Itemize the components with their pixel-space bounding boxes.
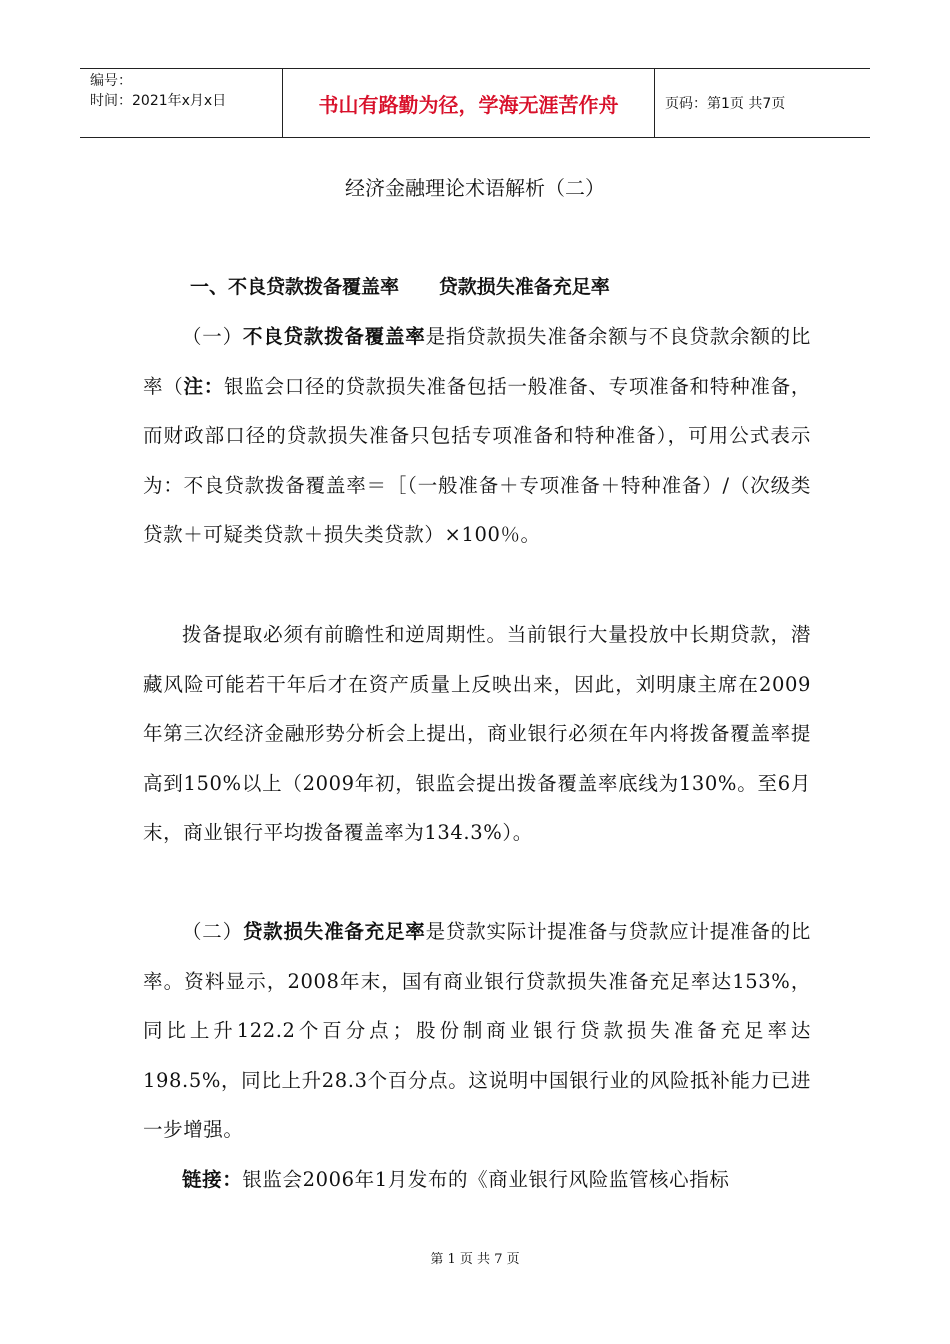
p1-prefix: （一） — [182, 325, 243, 348]
p3-prefix: （二） — [182, 920, 243, 943]
date-label: 时间：2021年x月x日 — [90, 93, 227, 109]
p1-text1: 是指贷款损失准备余额与不良贷款余额的比率（ — [143, 325, 811, 398]
page-header — [80, 68, 870, 138]
document-title: 经济金融理论术语解析（二） — [345, 176, 605, 200]
p1-note-label: 注： — [183, 374, 224, 398]
page-footer: 第 1 页 共 7 页 — [430, 1252, 520, 1267]
paragraph-1 — [143, 312, 811, 560]
header-meta — [80, 69, 282, 137]
paragraph-2 — [143, 610, 811, 858]
p3-term: 贷款损失准备充足率 — [242, 920, 426, 943]
section-heading: 一、不良贷款拨备覆盖率 贷款损失准备充足率 — [190, 276, 610, 298]
p2-text: 拨备提取必须有前瞻性和逆周期性。当前银行大量投放中长期贷款，潜藏风险可能若干年后才在资产质量上反映出来，因此，刘明康主席在2009年第三次经济金融形势分析会上提出，商业银行必须在年内将拨备覆盖率提高到150%以上（2009年初，银监会提出拨备覆盖率底线为130%。至6月末，商业银行平均拨备覆盖率为134.3%）。 — [143, 623, 811, 844]
p1-text2: 银监会口径的贷款损失准备包括一般准备、专项准备和特种准备，而财政部口径的贷款损失准备只包括专项准备和特种准备），可用公式表示为：不良贷款拨备覆盖率＝［（一般准备＋专项准备＋特种准备）/（次级类贷款＋可疑类贷款＋损失类贷款）×100％。 — [143, 374, 812, 546]
header-motto: 书山有路勤为径，学海无涯苦作舟 — [282, 69, 655, 137]
serial-label: 编号： — [90, 73, 132, 89]
paragraph-4 — [143, 1155, 811, 1205]
p3-text: 是贷款实际计提准备与贷款应计提准备的比率。资料显示，2008年末，国有商业银行贷款损失准备充足率达153%，同比上升122.2个百分点；股份制商业银行贷款损失准备充足率达198.5%，同比上升28.3个百分点。这说明中国银行业的风险抵补能力已进一步增强。 — [143, 920, 811, 1141]
p4-label: 链接： — [182, 1168, 243, 1191]
p1-term: 不良贷款拨备覆盖率 — [242, 325, 426, 348]
p4-text: 银监会2006年1月发布的《商业银行风险监管核心指标 — [242, 1168, 730, 1191]
header-page-info: 页码：第1页 共7页 — [665, 96, 786, 112]
paragraph-3 — [143, 907, 811, 1155]
